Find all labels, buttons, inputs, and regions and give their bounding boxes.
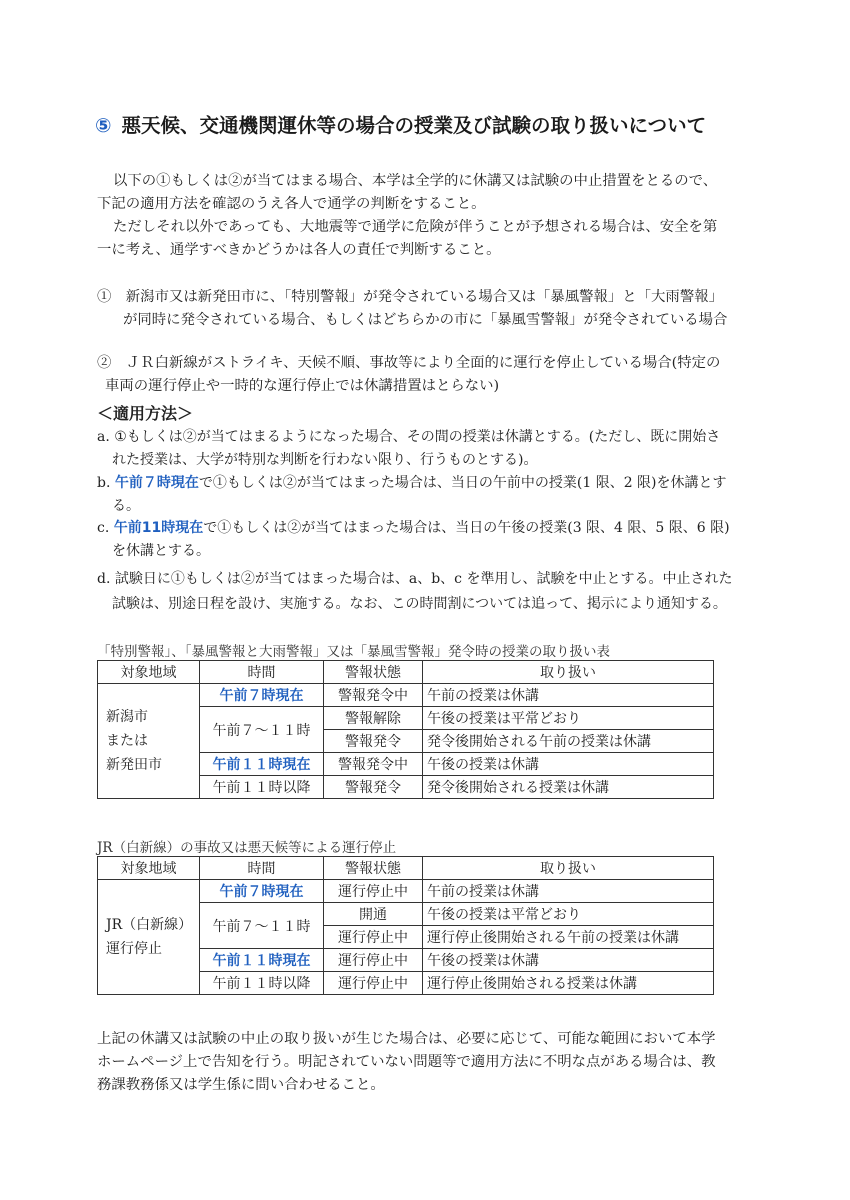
table1-header-cell: 警報状態 [324,661,423,684]
table1-area-line: 新発田市 [106,757,162,773]
table1-time-cell: 午前１１時現在 [200,753,324,776]
table1-state-cell: 警報発令中 [324,753,423,776]
table-row [98,684,714,707]
method-d-line: 試験は、別途日程を設け、実施する。なお、この時間割については追って、掲示により通知する。 [112,596,727,612]
table1-state-cell: 警報発令 [324,776,423,799]
intro-line: ただしそれ以外であっても、大地震等で通学に危険が伴うことが予想される場合は、安全を第 [113,219,718,235]
section-number: ⑤ [95,114,112,137]
table2-header-cell: 時間 [200,857,324,880]
method-b-highlight: 午前７時現在 [114,475,199,491]
method-b-line2: る。 [112,498,140,514]
closing-line: 上記の休講又は試験の中止の取り扱いが生じた場合は、必要に応じて、可能な範囲において本学 [97,1031,716,1047]
table2-time-cell: 午前７時現在 [200,880,324,903]
table1-time-cell: 午前７～１１時 [200,707,324,753]
method-c-highlight: 午前11時現在 [113,520,204,536]
intro-line: 一に考え、通学すべきかどうかは各人の責任で判断すること。 [97,242,501,258]
method-b-prefix: b. [97,475,111,491]
method-c-text: で①もしくは②が当てはまった場合は、当日の午後の授業(3 限、4 限、5 限、6 限) [203,520,730,536]
closing-line: 務課教務係又は学生係に問い合わせること。 [97,1077,385,1093]
table2 [97,856,714,995]
table1-area-line: または [106,733,148,749]
table2-header-cell: 対象地域 [98,857,200,880]
method-c-prefix: c. [97,520,110,536]
table2-state-cell: 運行停止中 [324,880,423,903]
table1-area-cell [98,684,200,799]
table2-state-cell: 運行停止中 [324,926,423,949]
table2-action-cell: 運行停止後開始される午前の授業は休講 [423,926,714,949]
closing-line: ホームページ上で告知を行う。明記されていない問題等で適用方法に不明な点がある場合は、教 [97,1054,716,1070]
condition-2-line: 車両の運行停止や一時的な運行停止では休講措置はとらない) [105,378,500,394]
method-b-text: で①もしくは②が当てはまった場合は、当日の午前中の授業(1 限、2 限)を休講とす [198,475,727,491]
condition-1-line: ① 新潟市又は新発田市に、「特別警報」が発令されている場合又は「暴風警報」と「大雨警報」 [97,289,723,305]
table2-action-cell: 午前の授業は休講 [423,880,714,903]
table1-time-cell: 午前７時現在 [200,684,324,707]
table2-action-cell: 午後の授業は休講 [423,949,714,972]
method-c-line2: を休講とする。 [112,543,210,559]
section-title [95,110,795,138]
table2-time-cell: 午前１１時現在 [200,949,324,972]
table2-header-cell: 警報状態 [324,857,423,880]
table1-state-cell: 警報発令 [324,730,423,753]
method-a-line: a. ①もしくは②が当てはまるようになった場合、その間の授業は休講とする。(ただし、既に開始さ [97,429,721,445]
condition-2-line: ② ＪＲ白新線がストライキ、天候不順、事故等により全面的に運行を停止している場合(特定の [97,355,721,371]
intro-line: 以下の①もしくは②が当てはまる場合、本学は全学的に休講又は試験の中止措置をとるので、 [113,173,718,189]
table1-action-cell: 発令後開始される午前の授業は休講 [423,730,714,753]
table2-action-cell: 運行停止後開始される授業は休講 [423,972,714,995]
method-a-line: れた授業は、大学が特別な判断を行わない限り、行うものとする)。 [112,452,538,468]
table1-caption: 「特別警報」、「暴風警報と大雨警報」又は「暴風雪警報」発令時の授業の取り扱い表 [97,644,610,660]
method-b-line [97,472,727,495]
table2-header-row [98,857,714,880]
table1 [97,660,714,799]
table2-area-line: JR（白新線） [106,917,193,933]
condition-1-line: が同時に発令されている場合、もしくはどちらかの市に「暴風雪警報」が発令されている場合 [123,312,728,328]
method-c-line [97,517,730,540]
table1-area-line: 新潟市 [106,709,148,725]
table2-state-cell: 運行停止中 [324,949,423,972]
method-d-line: d. 試験日に①もしくは②が当てはまった場合は、a、b、c を準用し、試験を中止とする。中止された [97,571,733,587]
table-row [98,880,714,903]
table1-header-cell: 時間 [200,661,324,684]
table1-header-cell: 取り扱い [423,661,714,684]
table1-header-cell: 対象地域 [98,661,200,684]
table2-area-cell [98,880,200,995]
table2-area-line: 運行停止 [106,941,162,957]
table1-action-cell: 発令後開始される授業は休講 [423,776,714,799]
section-title-text: 悪天候、交通機関運休等の場合の授業及び試験の取り扱いについて [121,114,707,137]
table1-state-cell: 警報発令中 [324,684,423,707]
intro-line: 下記の適用方法を確認のうえ各人で通学の判断をすること。 [97,196,486,212]
table2-time-cell: 午前７～１１時 [200,903,324,949]
method-heading: ＜適用方法＞ [97,404,194,423]
table1-time-cell: 午前１１時以降 [200,776,324,799]
table2-state-cell: 運行停止中 [324,972,423,995]
table1-action-cell: 午後の授業は休講 [423,753,714,776]
table1-state-cell: 警報解除 [324,707,423,730]
table1-action-cell: 午前の授業は休講 [423,684,714,707]
table1-action-cell: 午後の授業は平常どおり [423,707,714,730]
table1-header-row [98,661,714,684]
table2-action-cell: 午後の授業は平常どおり [423,903,714,926]
table2-header-cell: 取り扱い [423,857,714,880]
table2-time-cell: 午前１１時以降 [200,972,324,995]
table2-state-cell: 開通 [324,903,423,926]
table2-caption: JR（白新線）の事故又は悪天候等による運行停止 [97,840,397,856]
